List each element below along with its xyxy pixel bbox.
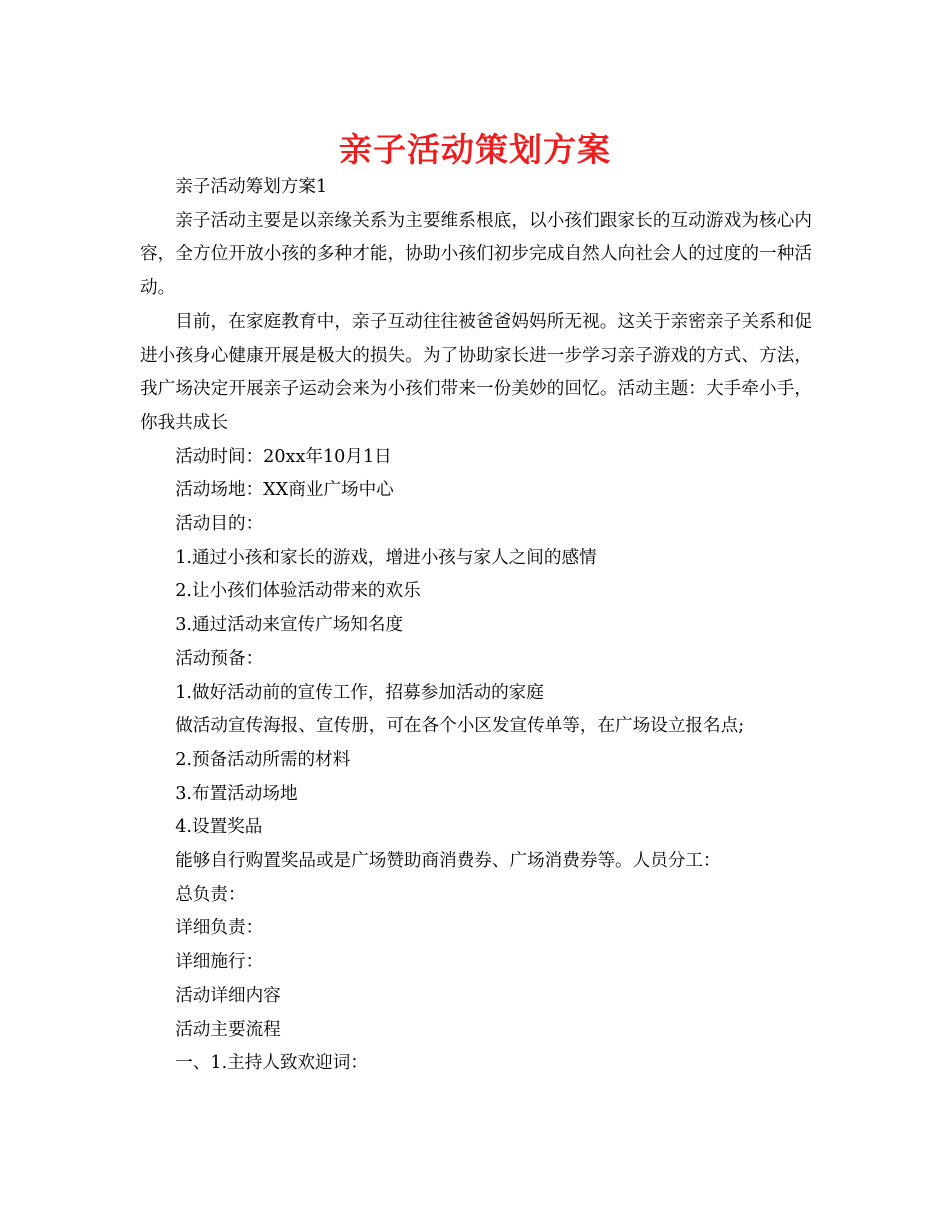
document-body [140,171,812,1081]
activity-purpose-heading: 活动目的： [175,514,264,535]
intro-paragraph: 亲子活动主要是以亲缘关系为主要维系根底，以小孩们跟家长的互动游戏为核心内容，全方位开放小孩的多种才能，协助小孩们初步完成自然人向社会人的过度的一种活动。 [140,210,812,299]
background-paragraph: 目前，在家庭教育中，亲子互动往往被爸爸妈妈所无视。这关于亲密亲子关系和促进小孩身心健康开展是极大的损失。为了协助家长进一步学习亲子游戏的方式、方法，我广场决定开展亲子运动会来为小孩们带来一份美妙的回忆。活动主题：大手牵小手，你我共成长 [140,311,812,433]
preparation-detail-1: 做活动宣传海报、宣传册，可在各个小区发宣传单等，在广场设立报名点; [175,716,745,737]
activity-time-line: 活动时间：20xx年10月1日 [175,446,392,467]
purpose-item-3: 3.通过活动来宣传广场知名度 [175,615,404,636]
activity-venue-line: 活动场地：XX商业广场中心 [175,480,394,501]
detail-execution-line: 详细施行： [175,952,264,973]
purpose-item-2: 2.让小孩们体验活动带来的欢乐 [175,581,421,602]
preparation-item-1: 1.做好活动前的宣传工作，招募参加活动的家庭 [175,682,544,703]
activity-process-heading: 活动主要流程 [175,1019,281,1040]
activity-content-heading: 活动详细内容 [175,985,281,1006]
preparation-item-2: 2.预备活动所需的材料 [175,749,351,770]
preparation-item-3: 3.布置活动场地 [175,783,298,804]
prize-detail-line: 能够自行购置奖品或是广场赞助商消费券、广场消费券等。人员分工： [175,851,721,872]
general-manager-line: 总负责： [175,884,246,905]
process-step-1: 一、1.主持人致欢迎词： [175,1053,368,1074]
preparation-heading: 活动预备： [175,648,264,669]
preparation-item-4: 4.设置奖品 [175,817,263,838]
document-subtitle: 亲子活动筹划方案1 [175,177,328,197]
detail-manager-line: 详细负责： [175,918,264,939]
document-title: 亲子活动策划方案 [339,130,611,169]
purpose-item-1: 1.通过小孩和家长的游戏，增进小孩与家人之间的感情 [175,547,597,568]
